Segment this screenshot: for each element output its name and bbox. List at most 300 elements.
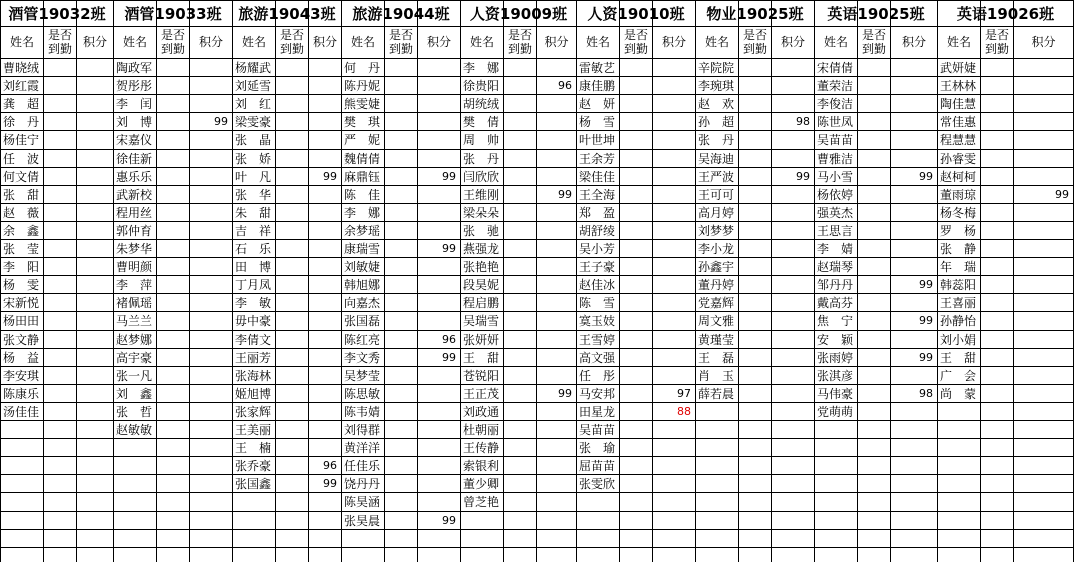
student-name-cell[interactable]: 龚 超	[3, 97, 40, 111]
grid-hline	[0, 492, 1074, 493]
student-name-cell[interactable]: 张 丹	[698, 133, 735, 147]
grid-vline	[76, 0, 77, 562]
student-name-cell[interactable]: 梁雯豪	[235, 115, 272, 129]
student-name-cell[interactable]: 李琬琪	[698, 79, 735, 93]
points-column-header: 积分	[1031, 35, 1056, 49]
student-name-cell[interactable]: 薛若晨	[698, 387, 735, 401]
attendance-header-line1: 是否	[507, 28, 532, 42]
points-cell[interactable]: 99	[919, 278, 933, 291]
student-name-cell[interactable]: 张国鑫	[235, 477, 272, 491]
student-name-cell[interactable]: 程用丝	[116, 206, 153, 220]
student-name-cell[interactable]: 刘延雪	[235, 79, 272, 93]
student-name-cell[interactable]: 何文倩	[3, 170, 40, 184]
points-cell[interactable]: 96	[442, 333, 456, 346]
points-cell[interactable]: 99	[442, 351, 456, 364]
student-name-cell[interactable]: 吴苗苗	[817, 133, 854, 147]
attendance-column-header	[504, 28, 536, 58]
grid-vline	[857, 0, 858, 562]
attendance-column-header	[276, 28, 308, 58]
student-name-cell[interactable]: 王可可	[698, 188, 735, 202]
student-name-cell[interactable]: 石 乐	[235, 242, 272, 256]
attendance-header-line2: 到勤	[742, 42, 767, 56]
grid-hline	[0, 529, 1074, 530]
attendance-header-line2: 到勤	[47, 42, 72, 56]
grid-vline	[156, 0, 157, 562]
student-name-cell[interactable]: 张 晶	[235, 133, 272, 147]
student-name-cell[interactable]: 党嘉辉	[698, 296, 735, 310]
points-column-header: 积分	[544, 35, 569, 49]
student-name-cell[interactable]: 杨耀武	[235, 61, 272, 75]
points-cell[interactable]: 99	[214, 115, 228, 128]
student-name-cell[interactable]: 任佳乐	[344, 459, 381, 473]
student-name-cell[interactable]: 常佳惠	[940, 115, 977, 129]
student-name-cell[interactable]: 董雨琼	[940, 188, 977, 202]
student-name-cell[interactable]: 吴海迪	[698, 152, 735, 166]
student-name-cell[interactable]: 朱 甜	[235, 206, 272, 220]
points-cell[interactable]: 99	[558, 387, 572, 400]
student-name-cell[interactable]: 张昊晨	[344, 514, 381, 528]
student-name-cell[interactable]: 王余芳	[579, 152, 616, 166]
student-name-cell[interactable]: 樊 倩	[463, 115, 500, 129]
grid-hline	[0, 547, 1074, 548]
name-column-header: 姓名	[122, 35, 147, 49]
student-name-cell[interactable]: 严 妮	[344, 133, 381, 147]
class-title: 旅游19044班	[352, 5, 450, 23]
student-name-cell[interactable]: 刘敏婕	[344, 260, 381, 274]
grid-hline	[0, 58, 1074, 59]
student-name-cell[interactable]: 马安邦	[579, 387, 616, 401]
points-cell[interactable]: 99	[919, 314, 933, 327]
student-name-cell[interactable]: 王 磊	[698, 351, 735, 365]
points-cell[interactable]: 99	[442, 514, 456, 527]
student-name-cell[interactable]: 徐 丹	[3, 115, 40, 129]
grid-vline	[417, 0, 418, 562]
student-name-cell[interactable]: 王维刚	[463, 188, 500, 202]
student-name-cell[interactable]: 王子豪	[579, 260, 616, 274]
student-name-cell[interactable]: 刘政通	[463, 405, 500, 419]
student-name-cell[interactable]: 王喜丽	[940, 296, 977, 310]
points-column-header: 积分	[661, 35, 686, 49]
class-title: 人资19009班	[469, 5, 568, 23]
student-name-cell[interactable]: 刘 博	[116, 115, 153, 129]
points-cell[interactable]: 99	[442, 170, 456, 183]
student-name-cell[interactable]: 曾芝艳	[463, 495, 500, 509]
student-name-cell[interactable]: 梁佳佳	[579, 170, 616, 184]
student-name-cell[interactable]: 张雨婷	[817, 351, 854, 365]
attendance-column-header	[739, 28, 771, 58]
student-name-cell[interactable]: 肖 玉	[698, 369, 735, 383]
student-name-cell[interactable]: 王 甜	[463, 351, 500, 365]
grid-hline	[0, 456, 1074, 457]
student-name-cell[interactable]: 余 鑫	[3, 224, 40, 238]
grid-vline	[189, 0, 190, 562]
student-name-cell[interactable]: 康佳鹏	[579, 79, 616, 93]
student-name-cell[interactable]: 赵 薇	[3, 206, 40, 220]
attendance-column-header	[858, 28, 890, 58]
student-name-cell[interactable]: 董荣洁	[817, 79, 854, 93]
student-name-cell[interactable]: 杨依婷	[817, 188, 854, 202]
student-name-cell[interactable]: 赵 妍	[579, 97, 616, 111]
student-name-cell[interactable]: 陈昊涵	[344, 495, 381, 509]
student-name-cell[interactable]: 王 楠	[235, 441, 272, 455]
student-name-cell[interactable]: 吴梦莹	[344, 369, 381, 383]
student-name-cell[interactable]: 刘小娟	[940, 333, 977, 347]
attendance-header-line2: 到勤	[160, 42, 185, 56]
student-name-cell[interactable]: 李文秀	[344, 351, 381, 365]
student-name-cell[interactable]: 索银利	[463, 459, 500, 473]
points-cell[interactable]: 96	[558, 79, 572, 92]
class-title: 酒管19033班	[124, 5, 222, 23]
student-name-cell[interactable]: 陈韦婧	[344, 405, 381, 419]
student-name-cell[interactable]: 陈红亮	[344, 333, 381, 347]
class-title: 英语19026班	[956, 5, 1055, 23]
student-name-cell[interactable]: 刘得群	[344, 423, 381, 437]
student-name-cell[interactable]: 饶丹丹	[344, 477, 381, 491]
student-name-cell[interactable]: 惠乐乐	[116, 170, 153, 184]
student-name-cell[interactable]: 何 丹	[344, 61, 381, 75]
attendance-column-header	[620, 28, 652, 58]
class-title: 酒管19032班	[8, 5, 106, 23]
student-name-cell[interactable]: 张 娇	[235, 152, 272, 166]
grid-vline	[503, 0, 504, 562]
student-name-cell[interactable]: 朱梦华	[116, 242, 153, 256]
student-name-cell[interactable]: 李 娜	[463, 61, 500, 75]
student-name-cell[interactable]: 张淇彦	[817, 369, 854, 383]
student-name-cell[interactable]: 杨佳宁	[3, 133, 40, 147]
student-name-cell[interactable]: 孙鑫宇	[698, 260, 735, 274]
student-name-cell[interactable]: 张雯欣	[579, 477, 616, 491]
grid-hline	[0, 474, 1074, 475]
attendance-header-line1: 是否	[388, 28, 413, 42]
points-cell[interactable]: 98	[796, 115, 810, 128]
student-name-cell[interactable]: 张 驰	[463, 224, 500, 238]
student-name-cell[interactable]: 李小龙	[698, 242, 735, 256]
student-name-cell[interactable]: 王严波	[698, 170, 735, 184]
student-name-cell[interactable]: 王思言	[817, 224, 854, 238]
student-name-cell[interactable]: 刘红霞	[3, 79, 40, 93]
student-name-cell[interactable]: 胡舒绫	[579, 224, 616, 238]
attendance-header-line2: 到勤	[623, 42, 648, 56]
student-name-cell[interactable]: 郑 盈	[579, 206, 616, 220]
student-name-cell[interactable]: 董少卿	[463, 477, 500, 491]
student-name-cell[interactable]: 李 闰	[116, 97, 153, 111]
student-name-cell[interactable]: 韩旭娜	[344, 278, 381, 292]
student-name-cell[interactable]: 赵柯柯	[940, 170, 977, 184]
student-name-cell[interactable]: 武新校	[116, 188, 153, 202]
student-name-cell[interactable]: 赵梦娜	[116, 333, 153, 347]
student-name-cell[interactable]: 刘 红	[235, 97, 272, 111]
student-name-cell[interactable]: 闫欣欣	[463, 170, 500, 184]
name-column-header: 姓名	[9, 35, 34, 49]
student-name-cell[interactable]: 寞玉妓	[579, 314, 616, 328]
student-name-cell[interactable]: 张 哲	[116, 405, 153, 419]
student-name-cell[interactable]: 张 瑜	[579, 441, 616, 455]
student-name-cell[interactable]: 董丹婷	[698, 278, 735, 292]
grid-hline	[0, 438, 1074, 439]
student-name-cell[interactable]: 麻鼎钰	[344, 170, 381, 184]
class-title: 英语19025班	[827, 5, 925, 23]
points-cell[interactable]: 88	[677, 405, 691, 418]
student-name-cell[interactable]: 杨 雪	[579, 115, 616, 129]
points-cell[interactable]: 99	[796, 170, 810, 183]
points-cell[interactable]: 99	[442, 242, 456, 255]
student-name-cell[interactable]: 辛院院	[698, 61, 735, 75]
student-name-cell[interactable]: 武妍婕	[940, 61, 977, 75]
student-name-cell[interactable]: 樊 琪	[344, 115, 381, 129]
student-name-cell[interactable]: 高文强	[579, 351, 616, 365]
grid-vline	[738, 0, 739, 562]
student-name-cell[interactable]: 马兰兰	[116, 314, 153, 328]
attendance-header-line2: 到勤	[861, 42, 886, 56]
grid-vline	[275, 0, 276, 562]
points-cell[interactable]: 98	[919, 387, 933, 400]
student-name-cell[interactable]: 田 博	[235, 260, 272, 274]
student-name-cell[interactable]: 毋中豪	[235, 314, 272, 328]
student-name-cell[interactable]: 张艳艳	[463, 260, 500, 274]
student-name-cell[interactable]: 高月婷	[698, 206, 735, 220]
student-name-cell[interactable]: 尚 蒙	[940, 387, 977, 401]
student-name-cell[interactable]: 赵敏敏	[116, 423, 153, 437]
student-name-cell[interactable]: 苍锐阳	[463, 369, 500, 383]
student-name-cell[interactable]: 宋嘉仪	[116, 133, 153, 147]
attendance-column-header	[157, 28, 189, 58]
student-name-cell[interactable]: 宋倩倩	[817, 61, 854, 75]
grid-vline	[652, 0, 653, 562]
student-name-cell[interactable]: 张妍妍	[463, 333, 500, 347]
student-name-cell[interactable]: 叶 凡	[235, 170, 272, 184]
student-name-cell[interactable]: 黄瑾莹	[698, 333, 735, 347]
student-name-cell[interactable]: 王传静	[463, 441, 500, 455]
attendance-header-line1: 是否	[861, 28, 886, 42]
student-name-cell[interactable]: 王全海	[579, 188, 616, 202]
student-name-cell[interactable]: 安 颖	[817, 333, 854, 347]
student-name-cell[interactable]: 吉 祥	[235, 224, 272, 238]
student-name-cell[interactable]: 丁月凤	[235, 278, 272, 292]
attendance-header-line2: 到勤	[279, 42, 304, 56]
class-title: 人资19010班	[587, 5, 685, 23]
student-name-cell[interactable]: 罗 杨	[940, 224, 977, 238]
points-cell[interactable]: 99	[323, 170, 337, 183]
grid-hline	[0, 239, 1074, 240]
student-name-cell[interactable]: 段昊妮	[463, 278, 500, 292]
student-name-cell[interactable]: 徐贵阳	[463, 79, 500, 93]
grid-hline	[0, 221, 1074, 222]
attendance-header-line1: 是否	[279, 28, 304, 42]
student-name-cell[interactable]: 李倩文	[235, 333, 272, 347]
grid-vline	[1013, 0, 1014, 562]
attendance-header-line1: 是否	[47, 28, 72, 42]
attendance-header-line1: 是否	[984, 28, 1009, 42]
student-name-cell[interactable]: 强英杰	[817, 206, 854, 220]
student-name-cell[interactable]: 陈丹妮	[344, 79, 381, 93]
grid-hline	[0, 130, 1074, 131]
grid-vline	[619, 0, 620, 562]
student-name-cell[interactable]: 徐佳新	[116, 152, 153, 166]
points-cell[interactable]: 99	[558, 188, 572, 201]
student-name-cell[interactable]: 马伟豪	[817, 387, 854, 401]
attendance-header-line1: 是否	[623, 28, 648, 42]
student-name-cell[interactable]: 杨冬梅	[940, 206, 977, 220]
points-cell[interactable]: 99	[919, 351, 933, 364]
student-name-cell[interactable]: 宋新悦	[3, 296, 40, 310]
student-name-cell[interactable]: 陈 雪	[579, 296, 616, 310]
attendance-header-line2: 到勤	[388, 42, 413, 56]
points-cell[interactable]: 99	[323, 477, 337, 490]
student-name-cell[interactable]: 任 彤	[579, 369, 616, 383]
attendance-header-line2: 到勤	[984, 42, 1009, 56]
name-column-header: 姓名	[704, 35, 729, 49]
student-name-cell[interactable]: 张 甜	[3, 188, 40, 202]
grid-hline	[0, 511, 1074, 512]
student-name-cell[interactable]: 向嘉杰	[344, 296, 381, 310]
student-name-cell[interactable]: 杨田田	[3, 314, 40, 328]
grid-vline	[980, 0, 981, 562]
student-name-cell[interactable]: 杨 益	[3, 351, 40, 365]
student-name-cell[interactable]: 张乔豪	[235, 459, 272, 473]
student-name-cell[interactable]: 孙 超	[698, 115, 735, 129]
student-name-cell[interactable]: 姬旭博	[235, 387, 272, 401]
student-name-cell[interactable]: 屈苗苗	[579, 459, 616, 473]
name-column-header: 姓名	[585, 35, 610, 49]
student-name-cell[interactable]: 王 甜	[940, 351, 977, 365]
points-cell[interactable]: 97	[677, 387, 691, 400]
name-column-header: 姓名	[946, 35, 971, 49]
student-name-cell[interactable]: 陈 佳	[344, 188, 381, 202]
student-name-cell[interactable]: 孙睿雯	[940, 152, 977, 166]
student-name-cell[interactable]: 王雪婷	[579, 333, 616, 347]
student-name-cell[interactable]: 焦 宁	[817, 314, 854, 328]
student-name-cell[interactable]: 陶佳慧	[940, 97, 977, 111]
points-cell[interactable]: 99	[919, 170, 933, 183]
name-column-header: 姓名	[241, 35, 266, 49]
student-name-cell[interactable]: 王林林	[940, 79, 977, 93]
student-name-cell[interactable]: 王美丽	[235, 423, 272, 437]
student-name-cell[interactable]: 黄洋洋	[344, 441, 381, 455]
student-name-cell[interactable]: 张家辉	[235, 405, 272, 419]
student-name-cell[interactable]: 刘 鑫	[116, 387, 153, 401]
attendance-header-line1: 是否	[160, 28, 185, 42]
student-name-cell[interactable]: 胡统绒	[463, 97, 500, 111]
points-column-header: 积分	[198, 35, 223, 49]
student-name-cell[interactable]: 李安琪	[3, 369, 40, 383]
student-name-cell[interactable]: 李 娜	[344, 206, 381, 220]
student-name-cell[interactable]: 张 静	[940, 242, 977, 256]
grid-vline	[384, 0, 385, 562]
student-name-cell[interactable]: 燕强龙	[463, 242, 500, 256]
student-name-cell[interactable]: 陶政军	[116, 61, 153, 75]
student-name-cell[interactable]: 曹明颜	[116, 260, 153, 274]
student-name-cell[interactable]: 年 瑞	[940, 260, 977, 274]
student-name-cell[interactable]: 马小雪	[817, 170, 854, 184]
student-name-cell[interactable]: 韩蕊阳	[940, 278, 977, 292]
student-name-cell[interactable]: 程启鹏	[463, 296, 500, 310]
points-column-header: 积分	[82, 35, 107, 49]
student-name-cell[interactable]: 贺彤彤	[116, 79, 153, 93]
attendance-header-line1: 是否	[742, 28, 767, 42]
points-column-header: 积分	[426, 35, 451, 49]
student-name-cell[interactable]: 程慧慧	[940, 133, 977, 147]
student-name-cell[interactable]: 张一凡	[116, 369, 153, 383]
student-name-cell[interactable]: 曹雅洁	[817, 152, 854, 166]
student-name-cell[interactable]: 赵 欢	[698, 97, 735, 111]
student-name-cell[interactable]: 吴苗苗	[579, 423, 616, 437]
student-name-cell[interactable]: 杨 雯	[3, 278, 40, 292]
student-name-cell[interactable]: 熊雯婕	[344, 97, 381, 111]
class-title: 物业19025班	[706, 5, 804, 23]
student-name-cell[interactable]: 广 会	[940, 369, 977, 383]
points-cell[interactable]: 99	[1055, 188, 1069, 201]
student-name-cell[interactable]: 周 帅	[463, 133, 500, 147]
student-name-cell[interactable]: 余梦瑶	[344, 224, 381, 238]
student-name-cell[interactable]: 吴瑞雪	[463, 314, 500, 328]
student-name-cell[interactable]: 吴小芳	[579, 242, 616, 256]
student-name-cell[interactable]: 王正茂	[463, 387, 500, 401]
student-name-cell[interactable]: 梁朵朵	[463, 206, 500, 220]
student-name-cell[interactable]: 张 莹	[3, 242, 40, 256]
student-name-cell[interactable]: 张 丹	[463, 152, 500, 166]
student-name-cell[interactable]: 褚佩瑶	[116, 296, 153, 310]
student-name-cell[interactable]: 张 华	[235, 188, 272, 202]
points-column-header: 积分	[780, 35, 805, 49]
student-name-cell[interactable]: 汤佳佳	[3, 405, 40, 419]
attendance-column-header	[981, 28, 1013, 58]
student-name-cell[interactable]: 康瑞雪	[344, 242, 381, 256]
student-name-cell[interactable]: 陈思敏	[344, 387, 381, 401]
student-name-cell[interactable]: 曹晓绒	[3, 61, 40, 75]
student-name-cell[interactable]: 张国磊	[344, 314, 381, 328]
student-name-cell[interactable]: 邹丹丹	[817, 278, 854, 292]
student-name-cell[interactable]: 党萌萌	[817, 405, 854, 419]
student-name-cell[interactable]: 戴高芬	[817, 296, 854, 310]
student-name-cell[interactable]: 刘梦梦	[698, 224, 735, 238]
student-name-cell[interactable]: 张文静	[3, 333, 40, 347]
student-name-cell[interactable]: 张海林	[235, 369, 272, 383]
student-name-cell[interactable]: 雷敏艺	[579, 61, 616, 75]
student-name-cell[interactable]: 陈世凤	[817, 115, 854, 129]
attendance-header-line2: 到勤	[507, 42, 532, 56]
student-name-cell[interactable]: 赵瑞琴	[817, 260, 854, 274]
student-name-cell[interactable]: 李 婧	[817, 242, 854, 256]
student-name-cell[interactable]: 郭仲育	[116, 224, 153, 238]
student-name-cell[interactable]: 赵佳冰	[579, 278, 616, 292]
student-name-cell[interactable]: 李 萍	[116, 278, 153, 292]
student-name-cell[interactable]: 李 敏	[235, 296, 272, 310]
student-name-cell[interactable]: 魏倩倩	[344, 152, 381, 166]
student-name-cell[interactable]: 杜朝丽	[463, 423, 500, 437]
attendance-column-header	[385, 28, 417, 58]
name-column-header: 姓名	[823, 35, 848, 49]
student-name-cell[interactable]: 叶世坤	[579, 133, 616, 147]
points-cell[interactable]: 96	[323, 459, 337, 472]
grid-hline	[0, 149, 1074, 150]
student-name-cell[interactable]: 孙静怡	[940, 314, 977, 328]
student-name-cell[interactable]: 高宇豪	[116, 351, 153, 365]
student-name-cell[interactable]: 李俊洁	[817, 97, 854, 111]
class-title: 旅游19043班	[238, 5, 336, 23]
grid-hline	[0, 257, 1074, 258]
student-name-cell[interactable]: 田星龙	[579, 405, 616, 419]
grid-vline	[43, 0, 44, 562]
student-name-cell[interactable]: 周文雅	[698, 314, 735, 328]
name-column-header: 姓名	[469, 35, 494, 49]
student-name-cell[interactable]: 王丽芳	[235, 351, 272, 365]
student-name-cell[interactable]: 任 波	[3, 152, 40, 166]
student-name-cell[interactable]: 陈康乐	[3, 387, 40, 401]
points-column-header: 积分	[901, 35, 926, 49]
grid-hline	[0, 330, 1074, 331]
student-name-cell[interactable]: 李 阳	[3, 260, 40, 274]
attendance-column-header	[44, 28, 76, 58]
